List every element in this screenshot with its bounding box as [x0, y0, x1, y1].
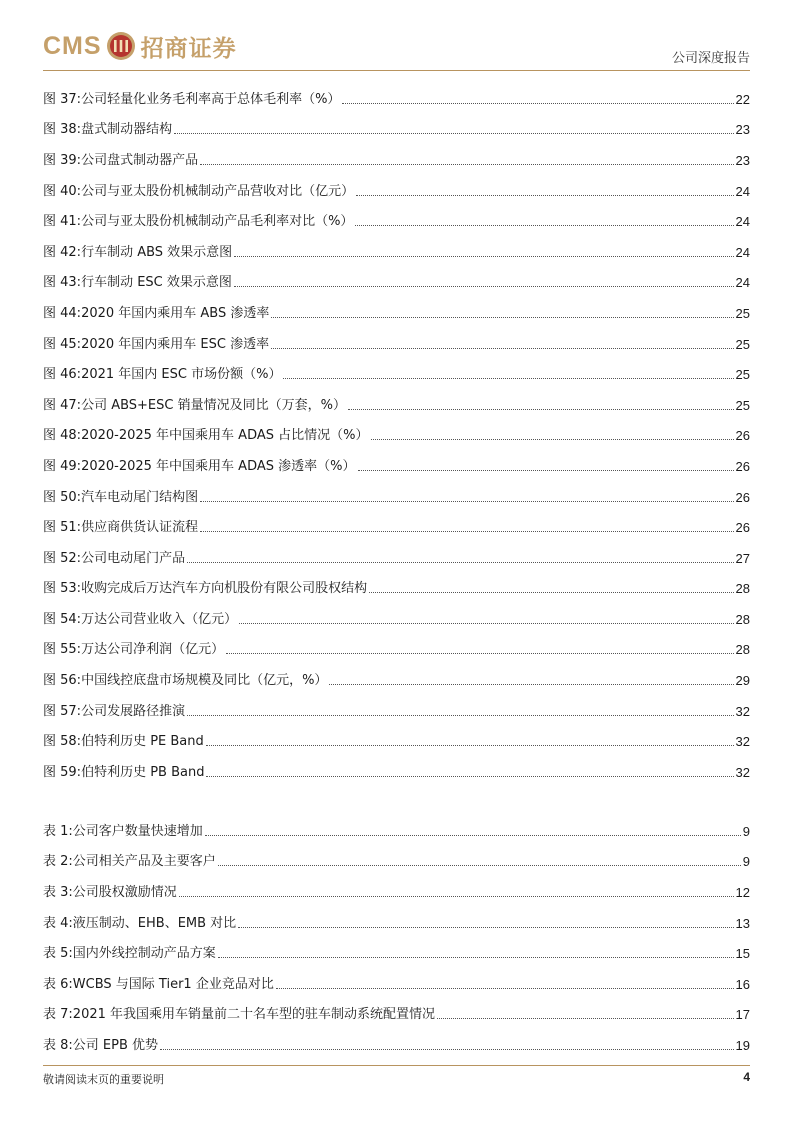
dot-leader — [218, 865, 741, 866]
entry-page: 25 — [735, 336, 750, 352]
figure-entry[interactable] — [43, 268, 750, 299]
entry-label: 图 50: — [43, 489, 82, 505]
entry-label: 图 51: — [43, 520, 82, 536]
entry-page: 23 — [735, 152, 750, 168]
entry-page: 28 — [735, 581, 750, 597]
entry-page: 32 — [735, 764, 750, 780]
dot-leader — [348, 409, 734, 410]
table-entry[interactable] — [43, 969, 750, 1000]
entry-title: 公司客户数量快速增加 — [72, 823, 203, 839]
dot-leader — [283, 378, 733, 379]
figure-entry[interactable] — [43, 451, 750, 482]
figure-entry[interactable] — [43, 145, 750, 176]
dot-leader — [369, 592, 733, 593]
figure-entry[interactable] — [43, 359, 750, 390]
entry-page: 29 — [735, 673, 750, 689]
figure-entry[interactable] — [43, 421, 750, 452]
entry-label: 图 46: — [43, 367, 82, 383]
dot-leader — [200, 501, 733, 502]
entry-label: 图 54: — [43, 611, 82, 627]
dot-leader — [276, 988, 734, 989]
dot-leader — [234, 286, 734, 287]
entry-title: 公司相关产品及主要客户 — [72, 854, 216, 870]
entry-label: 表 5: — [43, 946, 73, 962]
table-entry[interactable] — [43, 1000, 750, 1031]
dot-leader — [226, 653, 733, 654]
entry-page: 9 — [742, 823, 750, 839]
entry-page: 24 — [735, 275, 750, 291]
figure-entry[interactable] — [43, 665, 750, 696]
entry-title: 公司电动尾门产品 — [81, 550, 186, 566]
dot-leader — [160, 1049, 733, 1050]
figure-list — [43, 84, 750, 788]
table-entry[interactable] — [43, 816, 750, 847]
dot-leader — [234, 256, 733, 257]
dot-leader — [174, 133, 733, 134]
table-entry[interactable] — [43, 847, 750, 878]
dot-leader — [271, 348, 733, 349]
entry-page: 12 — [735, 884, 750, 900]
entry-label: 表 3: — [43, 884, 73, 900]
dot-leader — [358, 470, 734, 471]
entry-title: 伯特利历史 PB Band — [81, 764, 205, 780]
entry-title: 公司轻量化业务毛利率高于总体毛利率（%） — [81, 91, 341, 107]
table-list — [43, 816, 750, 1061]
entry-title: 2021 年我国乘用车销量前二十名车型的驻车制动系统配置情况 — [72, 1007, 436, 1023]
logo-cn-text: 招商证券 — [140, 35, 237, 62]
entry-page: 26 — [735, 428, 750, 444]
entry-title: WCBS 与国际 Tier1 企业竞品对比 — [72, 976, 274, 992]
entry-label: 图 45: — [43, 336, 82, 352]
dot-leader — [239, 623, 733, 624]
figure-entry[interactable] — [43, 390, 750, 421]
figure-entry[interactable] — [43, 115, 750, 146]
entry-title: 2020 年国内乘用车 ABS 渗透率 — [81, 305, 270, 321]
dot-leader — [205, 835, 741, 836]
entry-page: 25 — [735, 305, 750, 321]
entry-title: 供应商供货认证流程 — [81, 520, 199, 536]
dot-leader — [187, 715, 733, 716]
entry-label: 表 1: — [43, 823, 73, 839]
entry-title: 公司 EPB 优势 — [72, 1037, 159, 1053]
entry-page: 17 — [735, 1007, 750, 1023]
entry-label: 表 4: — [43, 915, 73, 931]
entry-title: 2020 年国内乘用车 ESC 渗透率 — [81, 336, 270, 352]
entry-label: 图 58: — [43, 734, 82, 750]
entry-page: 28 — [735, 642, 750, 658]
dot-leader — [200, 164, 733, 165]
entry-page: 28 — [735, 611, 750, 627]
entry-page: 23 — [735, 122, 750, 138]
entry-page: 27 — [735, 550, 750, 566]
entry-page: 32 — [735, 734, 750, 750]
entry-label: 图 53: — [43, 581, 82, 597]
entry-title: 中国线控底盘市场规模及同比（亿元，%） — [81, 673, 328, 689]
dot-leader — [206, 745, 734, 746]
figure-entry[interactable] — [43, 696, 750, 727]
entry-title: 收购完成后万达汽车方向机股份有限公司股权结构 — [81, 581, 368, 597]
entry-label: 图 44: — [43, 305, 82, 321]
entry-label: 表 7: — [43, 1007, 73, 1023]
dot-leader — [200, 531, 733, 532]
entry-title: 2021 年国内 ESC 市场份额（%） — [81, 367, 282, 383]
page-number: 4 — [743, 1070, 750, 1084]
entry-page: 25 — [735, 367, 750, 383]
dot-leader — [238, 927, 733, 928]
dot-leader — [356, 195, 733, 196]
entry-title: 伯特利历史 PE Band — [81, 734, 204, 750]
entry-title: 国内外线控制动产品方案 — [72, 946, 216, 962]
entry-page: 22 — [735, 91, 750, 107]
entry-label: 表 6: — [43, 976, 73, 992]
table-entry[interactable] — [43, 1030, 750, 1061]
entry-title: 行车制动 ABS 效果示意图 — [81, 244, 233, 260]
entry-label: 图 55: — [43, 642, 82, 658]
entry-label: 图 40: — [43, 183, 82, 199]
entry-label: 图 56: — [43, 673, 82, 689]
entry-title: 公司与亚太股份机械制动产品毛利率对比（%） — [81, 214, 354, 230]
dot-leader — [187, 562, 733, 563]
figure-entry[interactable] — [43, 543, 750, 574]
entry-title: 盘式制动器结构 — [81, 122, 173, 138]
figure-entry[interactable] — [43, 757, 750, 788]
entry-title: 公司盘式制动器产品 — [81, 152, 199, 168]
cms-logo — [43, 28, 237, 64]
dot-leader — [355, 225, 733, 226]
entry-title: 公司与亚太股份机械制动产品营收对比（亿元） — [81, 183, 355, 199]
entry-label: 图 49: — [43, 458, 82, 474]
dot-leader — [218, 957, 734, 958]
entry-label: 图 48: — [43, 428, 82, 444]
entry-label: 图 41: — [43, 214, 82, 230]
entry-label: 图 47: — [43, 397, 82, 413]
footer-disclaimer: 敬请阅读末页的重要说明 — [43, 1073, 164, 1086]
figure-entry[interactable] — [43, 329, 750, 360]
entry-title: 公司发展路径推演 — [81, 703, 186, 719]
entry-title: 汽车电动尾门结构图 — [81, 489, 199, 505]
entry-label: 图 57: — [43, 703, 82, 719]
footer-divider — [43, 1065, 750, 1066]
figure-entry[interactable] — [43, 482, 750, 513]
report-type: 公司深度报告 — [671, 51, 750, 66]
figure-entry[interactable] — [43, 298, 750, 329]
figure-entry[interactable] — [43, 574, 750, 605]
dot-leader — [342, 103, 733, 104]
entry-label: 图 42: — [43, 244, 82, 260]
figure-entry[interactable] — [43, 512, 750, 543]
entry-title: 公司 ABS+ESC 销量情况及同比（万套，%） — [81, 397, 346, 413]
table-entry[interactable] — [43, 908, 750, 939]
dot-leader — [329, 684, 733, 685]
page-header — [0, 0, 793, 72]
entry-page: 26 — [735, 458, 750, 474]
entry-page: 16 — [735, 976, 750, 992]
cms-emblem-icon — [106, 31, 136, 61]
entry-page: 15 — [735, 946, 750, 962]
entry-page: 26 — [735, 520, 750, 536]
entry-title: 液压制动、EHB、EMB 对比 — [72, 915, 237, 931]
figure-entry[interactable] — [43, 635, 750, 666]
entry-title: 行车制动 ESC 效果示意图 — [81, 275, 232, 291]
entry-label: 图 37: — [43, 91, 82, 107]
entry-label: 图 39: — [43, 152, 82, 168]
entry-label: 图 52: — [43, 550, 82, 566]
entry-page: 13 — [735, 915, 750, 931]
dot-leader — [179, 896, 734, 897]
figure-entry[interactable] — [43, 176, 750, 207]
entry-page: 24 — [735, 244, 750, 260]
figure-entry[interactable] — [43, 206, 750, 237]
figure-entry[interactable] — [43, 237, 750, 268]
entry-title: 万达公司营业收入（亿元） — [81, 611, 238, 627]
entry-label: 图 43: — [43, 275, 82, 291]
figure-entry[interactable] — [43, 84, 750, 115]
dot-leader — [437, 1018, 734, 1019]
entry-title: 2020-2025 年中国乘用车 ADAS 占比情况（%） — [81, 428, 369, 444]
entry-page: 9 — [742, 854, 750, 870]
entry-page: 24 — [735, 183, 750, 199]
entry-page: 26 — [735, 489, 750, 505]
entry-page: 24 — [735, 214, 750, 230]
figure-entry[interactable] — [43, 604, 750, 635]
dot-leader — [206, 776, 733, 777]
entry-title: 2020-2025 年中国乘用车 ADAS 渗透率（%） — [81, 458, 356, 474]
dot-leader — [371, 439, 734, 440]
entry-label: 图 38: — [43, 122, 82, 138]
dot-leader — [271, 317, 733, 318]
figure-entry[interactable] — [43, 726, 750, 757]
table-entry[interactable] — [43, 877, 750, 908]
table-entry[interactable] — [43, 938, 750, 969]
entry-label: 图 59: — [43, 764, 82, 780]
entry-title: 万达公司净利润（亿元） — [81, 642, 225, 658]
entry-page: 19 — [735, 1037, 750, 1053]
entry-page: 25 — [735, 397, 750, 413]
entry-label: 表 8: — [43, 1037, 73, 1053]
entry-title: 公司股权激励情况 — [72, 884, 177, 900]
header-divider — [43, 70, 750, 71]
logo-cms-text: CMS — [43, 31, 102, 60]
entry-label: 表 2: — [43, 854, 73, 870]
entry-page: 32 — [735, 703, 750, 719]
